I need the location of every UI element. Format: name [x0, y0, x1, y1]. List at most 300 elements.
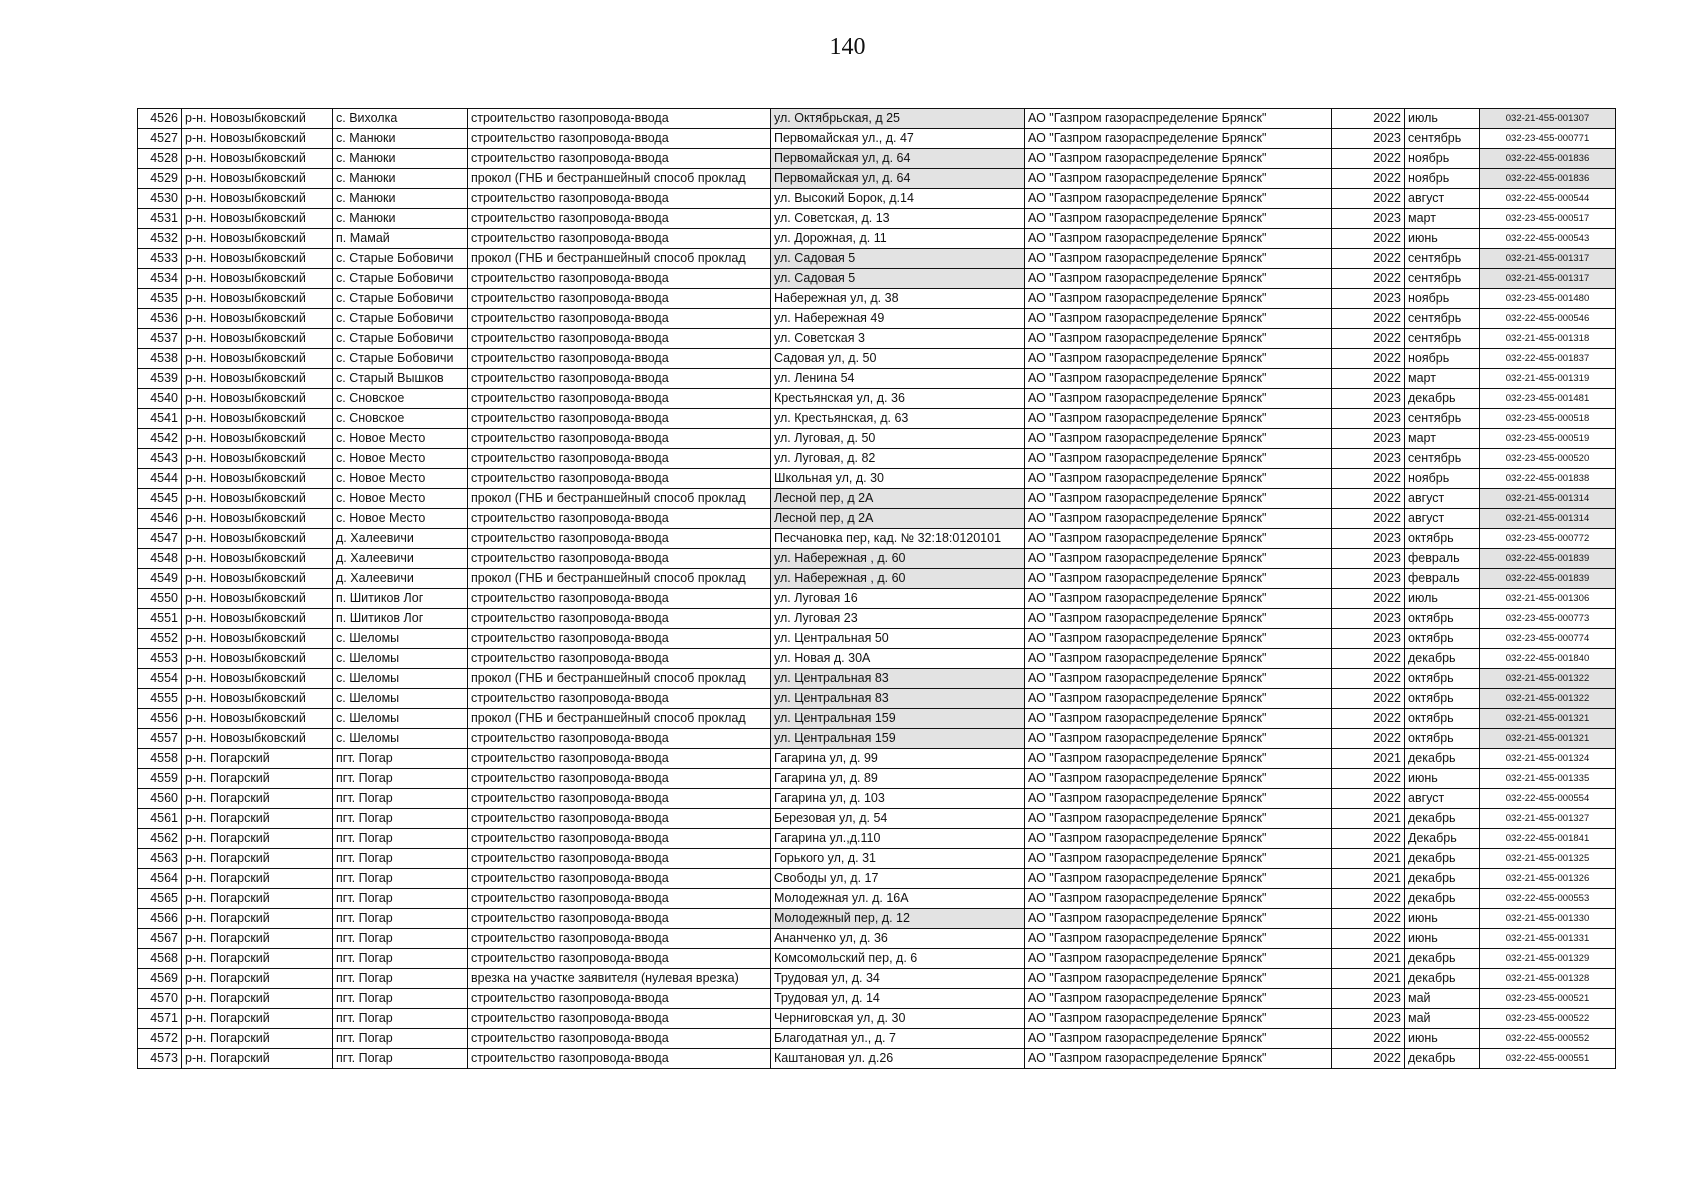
- month-cell: сентябрь: [1405, 249, 1480, 269]
- code-cell: 032-23-455-000773: [1480, 609, 1616, 629]
- organization-cell: АО "Газпром газораспределение Брянск": [1025, 569, 1332, 589]
- month-cell: август: [1405, 509, 1480, 529]
- district-cell: р-н. Погарский: [182, 909, 333, 929]
- month-cell: декабрь: [1405, 869, 1480, 889]
- district-cell: р-н. Новозыбковский: [182, 209, 333, 229]
- work-type-cell: строительство газопровода-ввода: [468, 269, 771, 289]
- year-cell: 2021: [1332, 849, 1405, 869]
- address-cell: Березовая ул, д. 54: [771, 809, 1025, 829]
- locality-cell: пгт. Погар: [333, 1009, 468, 1029]
- row-number-cell: 4557: [138, 729, 182, 749]
- row-number-cell: 4530: [138, 189, 182, 209]
- address-cell: ул. Луговая 23: [771, 609, 1025, 629]
- month-cell: ноябрь: [1405, 289, 1480, 309]
- district-cell: р-н. Новозыбковский: [182, 489, 333, 509]
- month-cell: август: [1405, 789, 1480, 809]
- year-cell: 2022: [1332, 169, 1405, 189]
- locality-cell: д. Халеевичи: [333, 569, 468, 589]
- year-cell: 2023: [1332, 389, 1405, 409]
- address-cell: ул. Высокий Борок, д.14: [771, 189, 1025, 209]
- work-type-cell: строительство газопровода-ввода: [468, 429, 771, 449]
- locality-cell: д. Халеевичи: [333, 529, 468, 549]
- row-number-cell: 4541: [138, 409, 182, 429]
- table-row: [138, 349, 1616, 369]
- locality-cell: с. Манюки: [333, 209, 468, 229]
- locality-cell: с. Новое Место: [333, 429, 468, 449]
- work-type-cell: врезка на участке заявителя (нулевая врезка): [468, 969, 771, 989]
- work-type-cell: строительство газопровода-ввода: [468, 749, 771, 769]
- locality-cell: пгт. Погар: [333, 849, 468, 869]
- address-cell: Первомайская ул, д. 64: [771, 169, 1025, 189]
- district-cell: р-н. Новозыбковский: [182, 469, 333, 489]
- organization-cell: АО "Газпром газораспределение Брянск": [1025, 429, 1332, 449]
- table-row: [138, 169, 1616, 189]
- code-cell: 032-21-455-001326: [1480, 869, 1616, 889]
- year-cell: 2023: [1332, 629, 1405, 649]
- table-row: [138, 109, 1616, 129]
- row-number-cell: 4527: [138, 129, 182, 149]
- month-cell: сентябрь: [1405, 269, 1480, 289]
- table-row: [138, 769, 1616, 789]
- code-cell: 032-21-455-001327: [1480, 809, 1616, 829]
- locality-cell: пгт. Погар: [333, 869, 468, 889]
- locality-cell: с. Новое Место: [333, 509, 468, 529]
- code-cell: 032-22-455-001837: [1480, 349, 1616, 369]
- year-cell: 2022: [1332, 669, 1405, 689]
- work-type-cell: строительство газопровода-ввода: [468, 149, 771, 169]
- work-type-cell: прокол (ГНБ и бестраншейный способ проклад: [468, 489, 771, 509]
- row-number-cell: 4565: [138, 889, 182, 909]
- district-cell: р-н. Погарский: [182, 1049, 333, 1069]
- locality-cell: с. Манюки: [333, 149, 468, 169]
- table-row: [138, 489, 1616, 509]
- month-cell: февраль: [1405, 549, 1480, 569]
- month-cell: май: [1405, 989, 1480, 1009]
- district-cell: р-н. Погарский: [182, 929, 333, 949]
- work-type-cell: прокол (ГНБ и бестраншейный способ проклад: [468, 669, 771, 689]
- address-cell: Ананченко ул, д. 36: [771, 929, 1025, 949]
- organization-cell: АО "Газпром газораспределение Брянск": [1025, 249, 1332, 269]
- address-cell: Черниговская ул, д. 30: [771, 1009, 1025, 1029]
- district-cell: р-н. Новозыбковский: [182, 729, 333, 749]
- locality-cell: с. Старые Бобовичи: [333, 249, 468, 269]
- row-number-cell: 4568: [138, 949, 182, 969]
- month-cell: июнь: [1405, 1029, 1480, 1049]
- district-cell: р-н. Погарский: [182, 949, 333, 969]
- district-cell: р-н. Новозыбковский: [182, 309, 333, 329]
- month-cell: ноябрь: [1405, 349, 1480, 369]
- address-cell: Горького ул, д. 31: [771, 849, 1025, 869]
- table-row: [138, 129, 1616, 149]
- locality-cell: с. Шеломы: [333, 689, 468, 709]
- address-cell: ул. Центральная 159: [771, 729, 1025, 749]
- table-row: [138, 849, 1616, 869]
- work-type-cell: строительство газопровода-ввода: [468, 289, 771, 309]
- locality-cell: пгт. Погар: [333, 809, 468, 829]
- month-cell: сентябрь: [1405, 329, 1480, 349]
- address-cell: ул. Советская 3: [771, 329, 1025, 349]
- year-cell: 2022: [1332, 189, 1405, 209]
- locality-cell: с. Старые Бобовичи: [333, 269, 468, 289]
- row-number-cell: 4544: [138, 469, 182, 489]
- month-cell: декабрь: [1405, 389, 1480, 409]
- district-cell: р-н. Новозыбковский: [182, 369, 333, 389]
- organization-cell: АО "Газпром газораспределение Брянск": [1025, 189, 1332, 209]
- district-cell: р-н. Новозыбковский: [182, 509, 333, 529]
- address-cell: ул. Набережная 49: [771, 309, 1025, 329]
- month-cell: декабрь: [1405, 849, 1480, 869]
- district-cell: р-н. Погарский: [182, 889, 333, 909]
- year-cell: 2022: [1332, 589, 1405, 609]
- row-number-cell: 4555: [138, 689, 182, 709]
- year-cell: 2022: [1332, 149, 1405, 169]
- month-cell: март: [1405, 429, 1480, 449]
- locality-cell: с. Шеломы: [333, 709, 468, 729]
- work-type-cell: строительство газопровода-ввода: [468, 129, 771, 149]
- address-cell: Трудовая ул, д. 14: [771, 989, 1025, 1009]
- work-type-cell: строительство газопровода-ввода: [468, 609, 771, 629]
- district-cell: р-н. Погарский: [182, 769, 333, 789]
- year-cell: 2022: [1332, 249, 1405, 269]
- locality-cell: с. Новое Место: [333, 489, 468, 509]
- locality-cell: с. Манюки: [333, 129, 468, 149]
- code-cell: 032-23-455-000771: [1480, 129, 1616, 149]
- month-cell: октябрь: [1405, 729, 1480, 749]
- locality-cell: пгт. Погар: [333, 929, 468, 949]
- work-type-cell: строительство газопровода-ввода: [468, 809, 771, 829]
- work-type-cell: строительство газопровода-ввода: [468, 829, 771, 849]
- row-number-cell: 4572: [138, 1029, 182, 1049]
- row-number-cell: 4567: [138, 929, 182, 949]
- code-cell: 032-23-455-000519: [1480, 429, 1616, 449]
- address-cell: ул. Луговая, д. 50: [771, 429, 1025, 449]
- row-number-cell: 4553: [138, 649, 182, 669]
- work-type-cell: строительство газопровода-ввода: [468, 209, 771, 229]
- table-row: [138, 229, 1616, 249]
- district-cell: р-н. Новозыбковский: [182, 329, 333, 349]
- row-number-cell: 4564: [138, 869, 182, 889]
- work-type-cell: строительство газопровода-ввода: [468, 869, 771, 889]
- organization-cell: АО "Газпром газораспределение Брянск": [1025, 849, 1332, 869]
- address-cell: Садовая ул, д. 50: [771, 349, 1025, 369]
- organization-cell: АО "Газпром газораспределение Брянск": [1025, 969, 1332, 989]
- organization-cell: АО "Газпром газораспределение Брянск": [1025, 669, 1332, 689]
- table-row: [138, 509, 1616, 529]
- year-cell: 2022: [1332, 469, 1405, 489]
- year-cell: 2021: [1332, 749, 1405, 769]
- year-cell: 2022: [1332, 889, 1405, 909]
- district-cell: р-н. Погарский: [182, 809, 333, 829]
- organization-cell: АО "Газпром газораспределение Брянск": [1025, 149, 1332, 169]
- month-cell: ноябрь: [1405, 469, 1480, 489]
- code-cell: 032-23-455-000517: [1480, 209, 1616, 229]
- row-number-cell: 4563: [138, 849, 182, 869]
- code-cell: 032-21-455-001318: [1480, 329, 1616, 349]
- row-number-cell: 4543: [138, 449, 182, 469]
- code-cell: 032-22-455-000554: [1480, 789, 1616, 809]
- district-cell: р-н. Новозыбковский: [182, 689, 333, 709]
- table-row: [138, 369, 1616, 389]
- month-cell: ноябрь: [1405, 149, 1480, 169]
- district-cell: р-н. Погарский: [182, 749, 333, 769]
- address-cell: Гагарина ул, д. 89: [771, 769, 1025, 789]
- table-row: [138, 149, 1616, 169]
- code-cell: 032-21-455-001321: [1480, 709, 1616, 729]
- address-cell: ул. Советская, д. 13: [771, 209, 1025, 229]
- row-number-cell: 4535: [138, 289, 182, 309]
- locality-cell: с. Старые Бобовичи: [333, 309, 468, 329]
- work-type-cell: строительство газопровода-ввода: [468, 789, 771, 809]
- row-number-cell: 4537: [138, 329, 182, 349]
- organization-cell: АО "Газпром газораспределение Брянск": [1025, 469, 1332, 489]
- work-type-cell: строительство газопровода-ввода: [468, 1049, 771, 1069]
- table-row: [138, 309, 1616, 329]
- district-cell: р-н. Новозыбковский: [182, 229, 333, 249]
- locality-cell: с. Манюки: [333, 189, 468, 209]
- year-cell: 2022: [1332, 829, 1405, 849]
- address-cell: ул. Набережная , д. 60: [771, 549, 1025, 569]
- year-cell: 2022: [1332, 709, 1405, 729]
- organization-cell: АО "Газпром газораспределение Брянск": [1025, 1009, 1332, 1029]
- month-cell: март: [1405, 209, 1480, 229]
- work-type-cell: строительство газопровода-ввода: [468, 949, 771, 969]
- address-cell: Комсомольский пер, д. 6: [771, 949, 1025, 969]
- locality-cell: пгт. Погар: [333, 749, 468, 769]
- address-cell: Песчановка пер, кад. № 32:18:0120101: [771, 529, 1025, 549]
- year-cell: 2022: [1332, 309, 1405, 329]
- month-cell: сентябрь: [1405, 449, 1480, 469]
- month-cell: июль: [1405, 589, 1480, 609]
- table-row: [138, 529, 1616, 549]
- year-cell: 2023: [1332, 989, 1405, 1009]
- year-cell: 2023: [1332, 429, 1405, 449]
- locality-cell: с. Старые Бобовичи: [333, 329, 468, 349]
- code-cell: 032-23-455-000518: [1480, 409, 1616, 429]
- year-cell: 2021: [1332, 809, 1405, 829]
- row-number-cell: 4539: [138, 369, 182, 389]
- page-number: 140: [829, 34, 866, 60]
- row-number-cell: 4534: [138, 269, 182, 289]
- organization-cell: АО "Газпром газораспределение Брянск": [1025, 869, 1332, 889]
- locality-cell: пгт. Погар: [333, 989, 468, 1009]
- district-cell: р-н. Новозыбковский: [182, 109, 333, 129]
- row-number-cell: 4561: [138, 809, 182, 829]
- table-row: [138, 809, 1616, 829]
- code-cell: 032-22-455-001839: [1480, 549, 1616, 569]
- code-cell: 032-22-455-000543: [1480, 229, 1616, 249]
- month-cell: декабрь: [1405, 889, 1480, 909]
- month-cell: июнь: [1405, 909, 1480, 929]
- work-type-cell: прокол (ГНБ и бестраншейный способ проклад: [468, 169, 771, 189]
- year-cell: 2022: [1332, 649, 1405, 669]
- district-cell: р-н. Новозыбковский: [182, 449, 333, 469]
- month-cell: июнь: [1405, 929, 1480, 949]
- organization-cell: АО "Газпром газораспределение Брянск": [1025, 649, 1332, 669]
- work-type-cell: строительство газопровода-ввода: [468, 549, 771, 569]
- organization-cell: АО "Газпром газораспределение Брянск": [1025, 129, 1332, 149]
- month-cell: ноябрь: [1405, 169, 1480, 189]
- code-cell: 032-22-455-001838: [1480, 469, 1616, 489]
- year-cell: 2022: [1332, 769, 1405, 789]
- address-cell: Каштановая ул. д.26: [771, 1049, 1025, 1069]
- table-row: [138, 209, 1616, 229]
- locality-cell: пгт. Погар: [333, 949, 468, 969]
- table-row: [138, 909, 1616, 929]
- code-cell: 032-23-455-000522: [1480, 1009, 1616, 1029]
- table-row: [138, 409, 1616, 429]
- table-row: [138, 189, 1616, 209]
- month-cell: июнь: [1405, 769, 1480, 789]
- work-type-cell: строительство газопровода-ввода: [468, 629, 771, 649]
- locality-cell: с. Шеломы: [333, 629, 468, 649]
- address-cell: Лесной пер, д 2А: [771, 509, 1025, 529]
- work-type-cell: строительство газопровода-ввода: [468, 349, 771, 369]
- organization-cell: АО "Газпром газораспределение Брянск": [1025, 689, 1332, 709]
- organization-cell: АО "Газпром газораспределение Брянск": [1025, 769, 1332, 789]
- organization-cell: АО "Газпром газораспределение Брянск": [1025, 629, 1332, 649]
- organization-cell: АО "Газпром газораспределение Брянск": [1025, 709, 1332, 729]
- work-type-cell: строительство газопровода-ввода: [468, 929, 771, 949]
- table-row: [138, 449, 1616, 469]
- organization-cell: АО "Газпром газораспределение Брянск": [1025, 909, 1332, 929]
- month-cell: август: [1405, 189, 1480, 209]
- work-type-cell: строительство газопровода-ввода: [468, 729, 771, 749]
- locality-cell: пгт. Погар: [333, 969, 468, 989]
- work-type-cell: строительство газопровода-ввода: [468, 849, 771, 869]
- district-cell: р-н. Новозыбковский: [182, 289, 333, 309]
- address-cell: Набережная ул, д. 38: [771, 289, 1025, 309]
- address-cell: Трудовая ул, д. 34: [771, 969, 1025, 989]
- row-number-cell: 4548: [138, 549, 182, 569]
- table-row: [138, 969, 1616, 989]
- work-type-cell: строительство газопровода-ввода: [468, 889, 771, 909]
- locality-cell: с. Старый Вышков: [333, 369, 468, 389]
- month-cell: Декабрь: [1405, 829, 1480, 849]
- month-cell: июль: [1405, 109, 1480, 129]
- work-type-cell: строительство газопровода-ввода: [468, 989, 771, 1009]
- locality-cell: п. Мамай: [333, 229, 468, 249]
- work-type-cell: строительство газопровода-ввода: [468, 109, 771, 129]
- code-cell: 032-22-455-001840: [1480, 649, 1616, 669]
- code-cell: 032-22-455-000551: [1480, 1049, 1616, 1069]
- organization-cell: АО "Газпром газораспределение Брянск": [1025, 609, 1332, 629]
- locality-cell: пгт. Погар: [333, 769, 468, 789]
- district-cell: р-н. Новозыбковский: [182, 609, 333, 629]
- locality-cell: с. Вихолка: [333, 109, 468, 129]
- locality-cell: с. Шеломы: [333, 729, 468, 749]
- code-cell: 032-21-455-001317: [1480, 269, 1616, 289]
- address-cell: Свободы ул, д. 17: [771, 869, 1025, 889]
- district-cell: р-н. Новозыбковский: [182, 549, 333, 569]
- code-cell: 032-23-455-001480: [1480, 289, 1616, 309]
- row-number-cell: 4550: [138, 589, 182, 609]
- work-type-cell: строительство газопровода-ввода: [468, 769, 771, 789]
- address-cell: ул. Центральная 83: [771, 689, 1025, 709]
- row-number-cell: 4562: [138, 829, 182, 849]
- locality-cell: с. Старые Бобовичи: [333, 349, 468, 369]
- code-cell: 032-21-455-001322: [1480, 669, 1616, 689]
- district-cell: р-н. Погарский: [182, 989, 333, 1009]
- district-cell: р-н. Новозыбковский: [182, 629, 333, 649]
- code-cell: 032-22-455-000553: [1480, 889, 1616, 909]
- locality-cell: пгт. Погар: [333, 1049, 468, 1069]
- row-number-cell: 4529: [138, 169, 182, 189]
- code-cell: 032-21-455-001314: [1480, 509, 1616, 529]
- row-number-cell: 4571: [138, 1009, 182, 1029]
- district-cell: р-н. Новозыбковский: [182, 649, 333, 669]
- year-cell: 2022: [1332, 269, 1405, 289]
- code-cell: 032-23-455-000774: [1480, 629, 1616, 649]
- table-row: [138, 709, 1616, 729]
- month-cell: декабрь: [1405, 649, 1480, 669]
- table-row: [138, 669, 1616, 689]
- row-number-cell: 4560: [138, 789, 182, 809]
- row-number-cell: 4533: [138, 249, 182, 269]
- table-row: [138, 749, 1616, 769]
- code-cell: 032-21-455-001331: [1480, 929, 1616, 949]
- organization-cell: АО "Газпром газораспределение Брянск": [1025, 989, 1332, 1009]
- district-cell: р-н. Новозыбковский: [182, 349, 333, 369]
- year-cell: 2022: [1332, 349, 1405, 369]
- locality-cell: пгт. Погар: [333, 909, 468, 929]
- row-number-cell: 4551: [138, 609, 182, 629]
- organization-cell: АО "Газпром газораспределение Брянск": [1025, 369, 1332, 389]
- work-type-cell: строительство газопровода-ввода: [468, 389, 771, 409]
- address-cell: ул. Крестьянская, д. 63: [771, 409, 1025, 429]
- table-row: [138, 569, 1616, 589]
- locality-cell: с. Шеломы: [333, 649, 468, 669]
- year-cell: 2023: [1332, 209, 1405, 229]
- organization-cell: АО "Газпром газораспределение Брянск": [1025, 269, 1332, 289]
- district-cell: р-н. Новозыбковский: [182, 389, 333, 409]
- year-cell: 2022: [1332, 329, 1405, 349]
- district-cell: р-н. Новозыбковский: [182, 529, 333, 549]
- code-cell: 032-23-455-000772: [1480, 529, 1616, 549]
- locality-cell: пгт. Погар: [333, 829, 468, 849]
- address-cell: Благодатная ул., д. 7: [771, 1029, 1025, 1049]
- year-cell: 2023: [1332, 449, 1405, 469]
- table-row: [138, 929, 1616, 949]
- table-row: [138, 889, 1616, 909]
- organization-cell: АО "Газпром газораспределение Брянск": [1025, 109, 1332, 129]
- code-cell: 032-21-455-001329: [1480, 949, 1616, 969]
- month-cell: декабрь: [1405, 1049, 1480, 1069]
- table-row: [138, 469, 1616, 489]
- district-cell: р-н. Новозыбковский: [182, 569, 333, 589]
- month-cell: май: [1405, 1009, 1480, 1029]
- organization-cell: АО "Газпром газораспределение Брянск": [1025, 889, 1332, 909]
- table-row: [138, 429, 1616, 449]
- work-type-cell: строительство газопровода-ввода: [468, 1009, 771, 1029]
- address-cell: Первомайская ул., д. 47: [771, 129, 1025, 149]
- row-number-cell: 4573: [138, 1049, 182, 1069]
- locality-cell: с. Новое Место: [333, 469, 468, 489]
- organization-cell: АО "Газпром газораспределение Брянск": [1025, 449, 1332, 469]
- month-cell: март: [1405, 369, 1480, 389]
- year-cell: 2023: [1332, 549, 1405, 569]
- code-cell: 032-23-455-000521: [1480, 989, 1616, 1009]
- address-cell: Гагарина ул.,д.110: [771, 829, 1025, 849]
- code-cell: 032-21-455-001330: [1480, 909, 1616, 929]
- organization-cell: АО "Газпром газораспределение Брянск": [1025, 529, 1332, 549]
- year-cell: 2023: [1332, 129, 1405, 149]
- month-cell: октябрь: [1405, 609, 1480, 629]
- table-row: [138, 609, 1616, 629]
- year-cell: 2022: [1332, 789, 1405, 809]
- month-cell: октябрь: [1405, 529, 1480, 549]
- month-cell: октябрь: [1405, 709, 1480, 729]
- month-cell: июнь: [1405, 229, 1480, 249]
